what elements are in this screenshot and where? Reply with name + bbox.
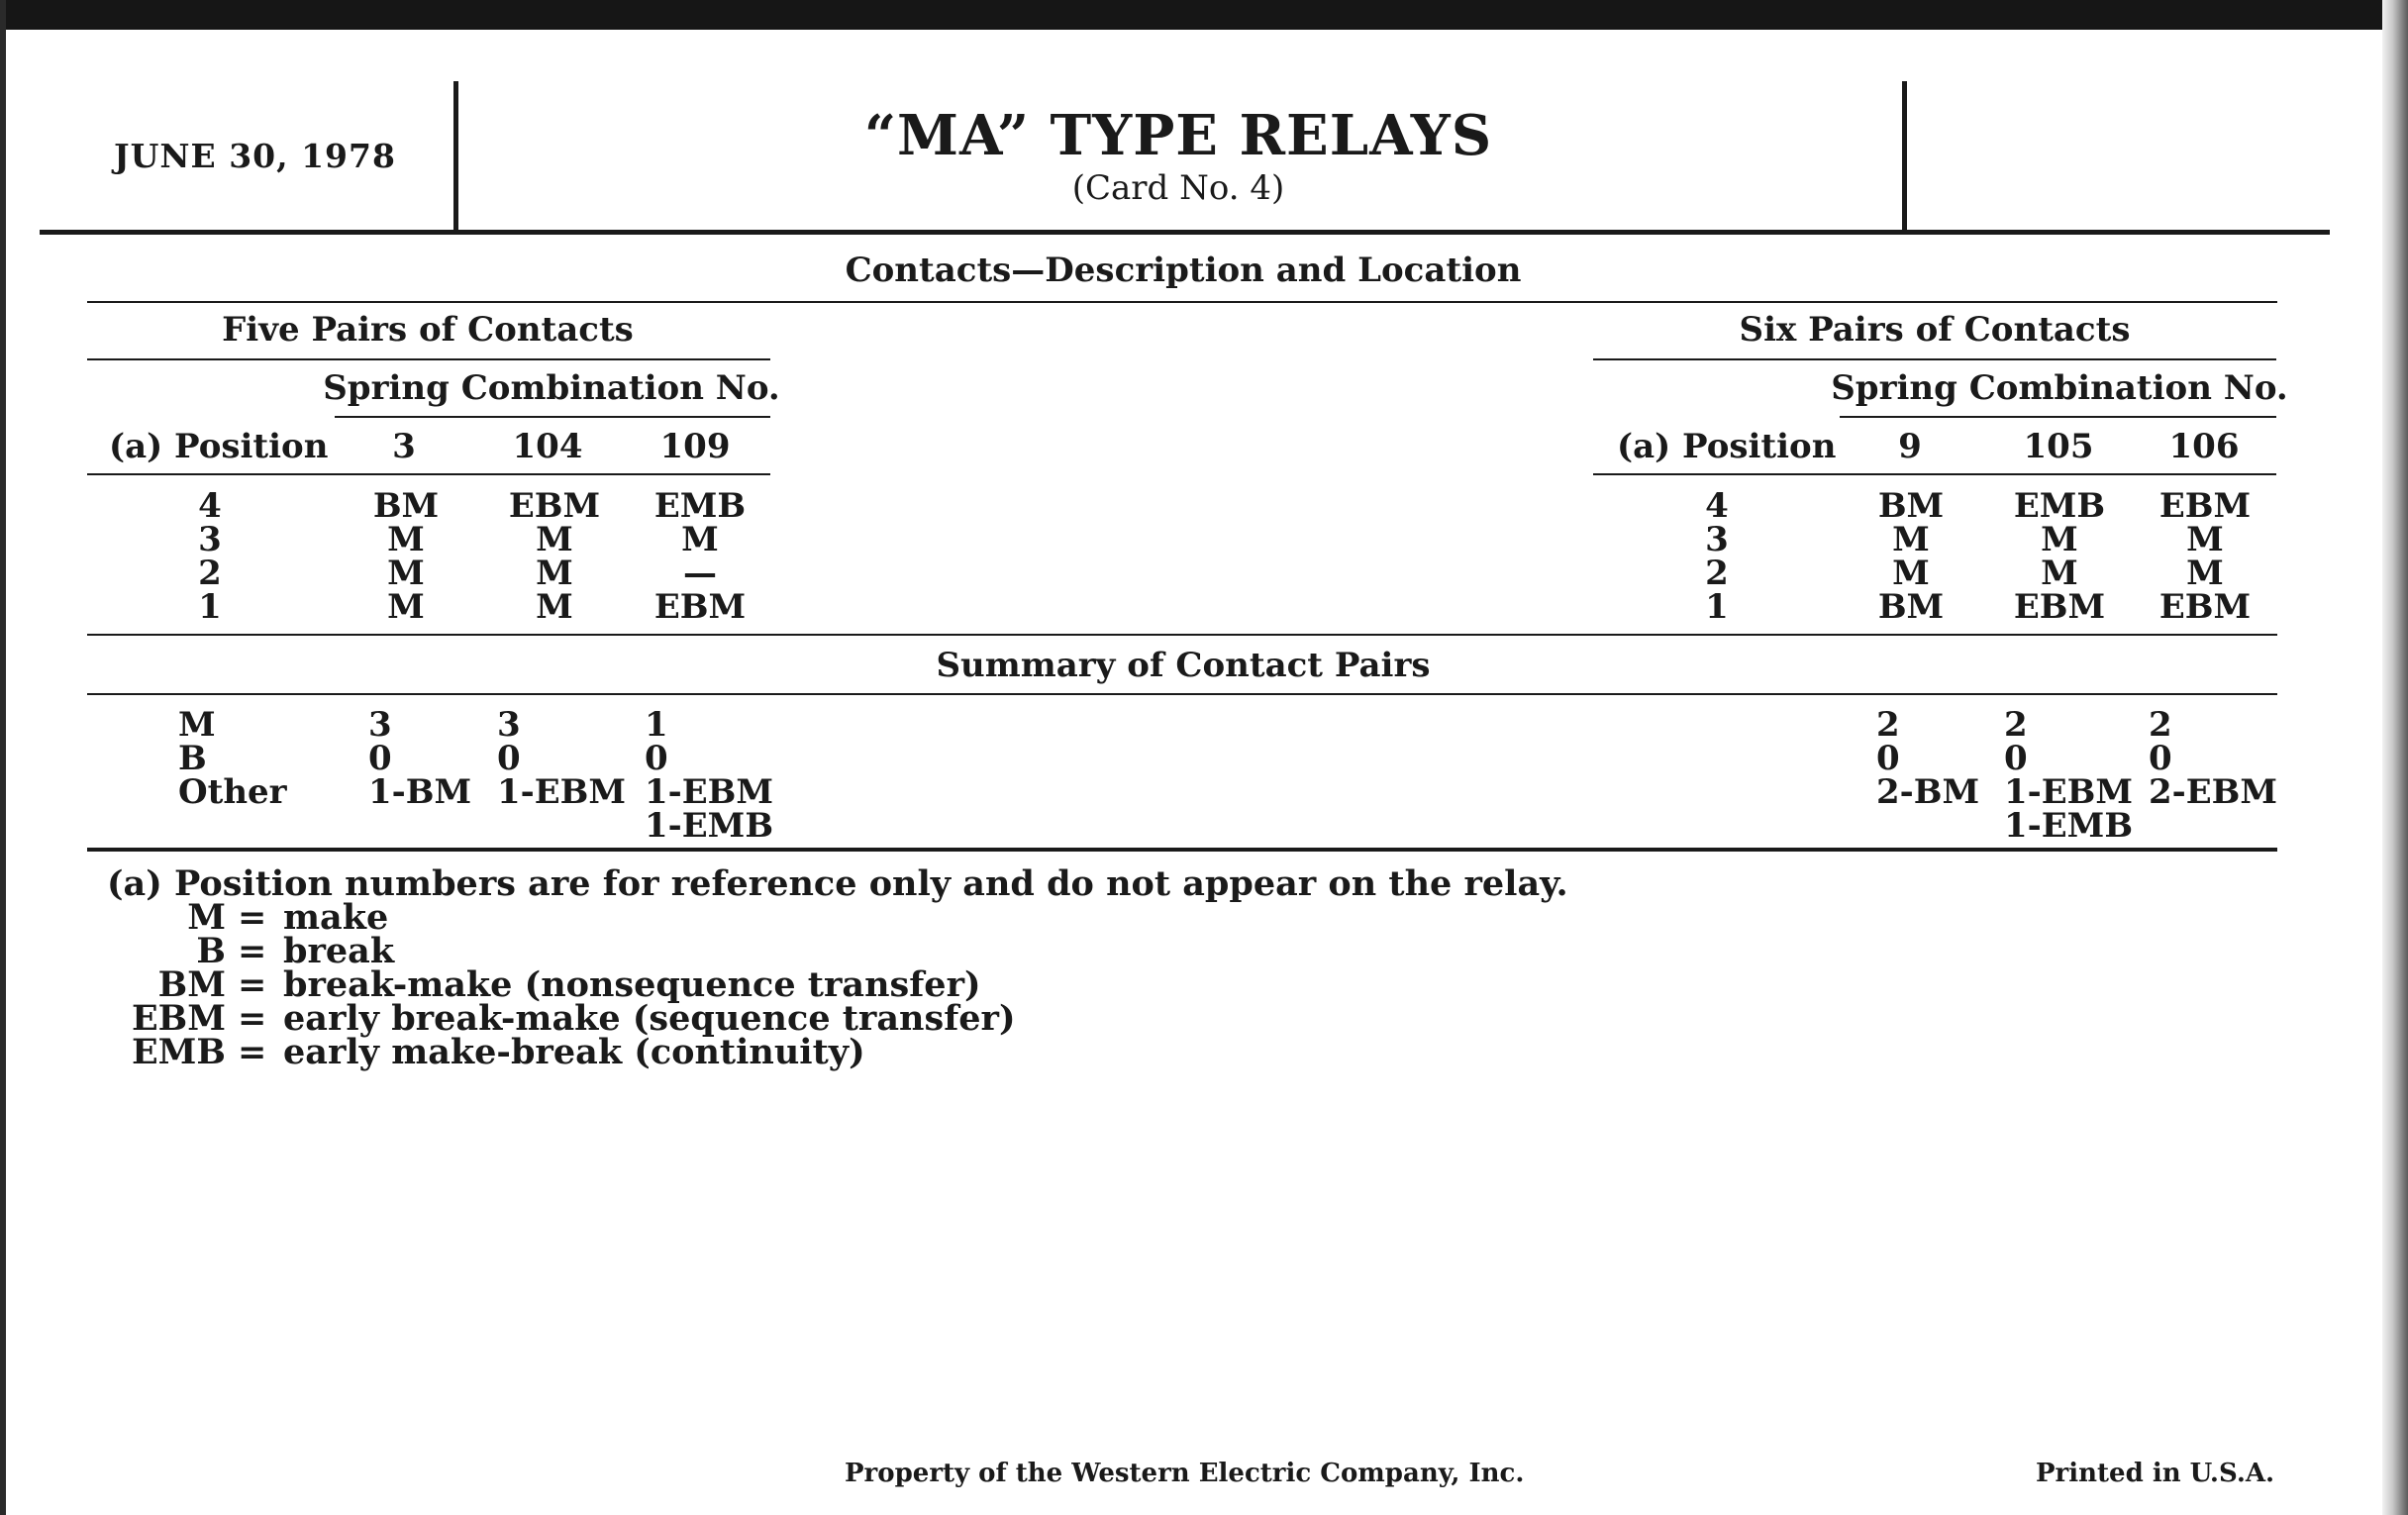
- scan-top-edge: [0, 0, 2408, 30]
- page-title: “MA” TYPE RELAYS: [863, 103, 1493, 168]
- six-spring-label: Spring Combination No.: [1831, 368, 2288, 408]
- summary-five-cell: 1: [645, 705, 668, 745]
- five-col-header: 3: [392, 427, 416, 466]
- summary-five-cell: 0: [368, 739, 392, 778]
- five-cell: M: [387, 587, 425, 627]
- summary-six-cell: 0: [2004, 739, 2028, 778]
- five-spring-rule: [335, 416, 770, 418]
- legend-meaning: break-make (nonsequence transfer): [283, 964, 981, 1005]
- five-cell: M: [536, 554, 573, 593]
- five-cell: EBM: [508, 486, 601, 526]
- card-date: JUNE 30, 1978: [114, 137, 396, 175]
- six-cell: M: [1892, 554, 1930, 593]
- legend-eq: =: [238, 998, 267, 1039]
- summary-six-cell: 1-EBM: [2004, 772, 2134, 812]
- six-position: 3: [1705, 520, 1729, 559]
- footer-printed: Printed in U.S.A.: [2036, 1459, 2275, 1488]
- five-cell: M: [536, 520, 573, 559]
- five-spring-label: Spring Combination No.: [323, 368, 780, 408]
- six-header-rule: [1593, 473, 2276, 475]
- summary-five-cell: 1-EMB: [645, 806, 774, 846]
- six-col-header: 9: [1898, 427, 1922, 466]
- summary-five-cell: 1-BM: [368, 772, 472, 812]
- summary-five-cell: 1-EBM: [497, 772, 627, 812]
- five-cell: BM: [372, 486, 440, 526]
- five-col-header: 109: [659, 427, 731, 466]
- header-rule: [40, 230, 2330, 235]
- six-cell: M: [2186, 520, 2224, 559]
- five-position: 2: [198, 554, 222, 593]
- five-position: 3: [198, 520, 222, 559]
- summary-six-cell: 2-EBM: [2149, 772, 2278, 812]
- legend-eq: =: [238, 1032, 267, 1072]
- five-position: 1: [198, 587, 222, 627]
- card-number: (Card No. 4): [1071, 168, 1285, 208]
- five-cell: EMB: [653, 486, 747, 526]
- six-spring-rule: [1840, 416, 2276, 418]
- six-cell: EBM: [2158, 587, 2252, 627]
- six-cell: M: [2186, 554, 2224, 593]
- five-cell: EBM: [653, 587, 747, 627]
- summary-five-cell: 0: [645, 739, 668, 778]
- five-cell: M: [681, 520, 719, 559]
- summary-six-cell: 2-BM: [1876, 772, 1980, 812]
- legend-meaning: break: [283, 931, 395, 971]
- five-pairs-rule: [87, 358, 770, 360]
- summary-label-other: Other: [178, 772, 287, 812]
- six-pairs-rule: [1593, 358, 2276, 360]
- legend-meaning: make: [283, 897, 389, 938]
- five-cell: M: [387, 554, 425, 593]
- scan-right-edge: [2382, 0, 2408, 1515]
- legend-code: BM: [157, 964, 226, 1005]
- five-cell: —: [683, 554, 717, 593]
- legend-meaning: early break-make (sequence transfer): [283, 998, 1016, 1039]
- six-cell: BM: [1877, 486, 1945, 526]
- legend-eq: =: [238, 964, 267, 1005]
- summary-title: Summary of Contact Pairs: [936, 646, 1431, 685]
- legend-code: EMB: [131, 1032, 226, 1072]
- six-cell: BM: [1877, 587, 1945, 627]
- six-position: 2: [1705, 554, 1729, 593]
- legend-code: B: [196, 931, 226, 971]
- six-pairs-title: Six Pairs of Contacts: [1739, 310, 2131, 350]
- six-col-header: 106: [2168, 427, 2240, 466]
- summary-five-cell: 3: [368, 705, 392, 745]
- legend-meaning: early make-break (continuity): [283, 1032, 865, 1072]
- six-cell: M: [2041, 554, 2078, 593]
- legend-code: EBM: [131, 998, 226, 1039]
- six-cell: M: [1892, 520, 1930, 559]
- five-cell: M: [536, 587, 573, 627]
- summary-rule: [87, 693, 2277, 695]
- legend-code: M: [187, 897, 226, 938]
- five-cell: M: [387, 520, 425, 559]
- five-col-header: 104: [512, 427, 583, 466]
- scan-left-edge: [0, 0, 6, 1515]
- header-divider-right: [1902, 81, 1907, 230]
- legend-eq: =: [238, 897, 267, 938]
- six-cell: EBM: [2013, 587, 2106, 627]
- summary-six-cell: 0: [1876, 739, 1900, 778]
- summary-six-cell: 2: [2004, 705, 2028, 745]
- six-cell: EMB: [2013, 486, 2106, 526]
- six-cell: M: [2041, 520, 2078, 559]
- six-position-label: (a) Position: [1617, 427, 1837, 466]
- summary-six-cell: 1-EMB: [2004, 806, 2134, 846]
- summary-six-cell: 2: [1876, 705, 1900, 745]
- summary-five-cell: 0: [497, 739, 521, 778]
- summary-label-m: M: [178, 705, 216, 745]
- summary-label-b: B: [178, 739, 207, 778]
- summary-six-cell: 0: [2149, 739, 2172, 778]
- six-cell: EBM: [2158, 486, 2252, 526]
- footnote-a: (a) Position numbers are for reference only and do not appear on the relay.: [107, 863, 1568, 904]
- six-col-header: 105: [2023, 427, 2094, 466]
- table-bottom-rule: [87, 634, 2277, 636]
- section-title: Contacts—Description and Location: [845, 251, 1522, 290]
- five-pairs-title: Five Pairs of Contacts: [222, 310, 634, 350]
- five-header-rule: [87, 473, 770, 475]
- summary-bottom-rule: [87, 848, 2277, 852]
- summary-five-cell: 3: [497, 705, 521, 745]
- section-rule: [87, 301, 2277, 303]
- footer-property: Property of the Western Electric Company, Inc.: [845, 1459, 1525, 1488]
- five-position: 4: [198, 486, 222, 526]
- summary-six-cell: 2: [2149, 705, 2172, 745]
- summary-five-cell: 1-EBM: [645, 772, 774, 812]
- six-position: 1: [1705, 587, 1729, 627]
- legend-eq: =: [238, 931, 267, 971]
- five-position-label: (a) Position: [109, 427, 329, 466]
- six-position: 4: [1705, 486, 1729, 526]
